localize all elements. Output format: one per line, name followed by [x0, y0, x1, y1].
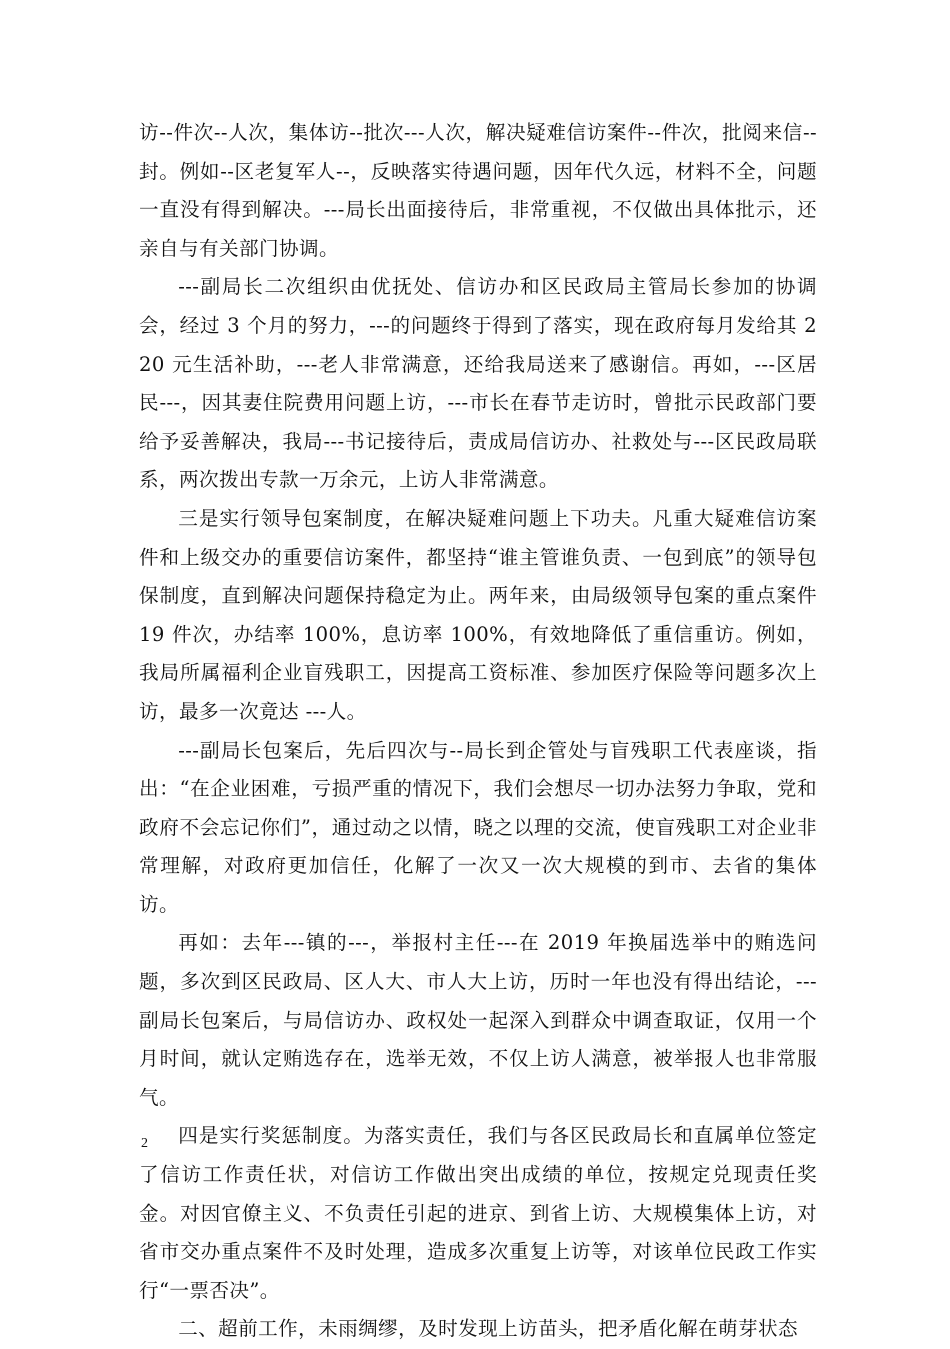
paragraph: 三是实行领导包案制度，在解决疑难问题上下功夫。凡重大疑难信访案件和上级交办的重要信访案件，都坚持“谁主管谁负责、一包到底”的领导包保制度，直到解决问题保持稳定为止。两年来，由局级领导包案的重点案件 19 件次，办结率 100%，息访率 100%，有效地降低了重信重访。例如，我局所属福利企业盲残职工，因提高工资标准、参加医疗保险等问题多次上访，最多一次竟达 ---人。	[139, 506, 817, 723]
document-body	[139, 114, 817, 1349]
paragraph: 四是实行奖惩制度。为落实责任，我们与各区民政局长和直属单位签定了信访工作责任状，对信访工作做出突出成绩的单位，按规定兑现责任奖金。对因官僚主义、不负责任引起的进京、到省上访、大规模集体上访，对省市交办重点案件不及时处理，造成多次重复上访等，对该单位民政工作实行“一票否决”。	[139, 1124, 817, 1302]
paragraph: 再如：去年---镇的---，举报村主任---在 2019 年换届选举中的贿选问题，多次到区民政局、区人大、市人大上访，历时一年也没有得出结论，---副局长包案后，与局信访办、政权处一起深入到群众中调查取证，仅用一个月时间，就认定贿选存在，选举无效，不仅上访人满意，被举报人也非常服气。	[139, 931, 817, 1109]
paragraph: 访--件次--人次，集体访--批次---人次，解决疑难信访案件--件次，批阅来信--封。例如--区老复军人--，反映落实待遇问题，因年代久远，材料不全，问题一直没有得到解决。---局长出面接待后，非常重视，不仅做出具体批示，还亲自与有关部门协调。	[139, 121, 817, 260]
paragraph: ---副局长二次组织由优抚处、信访办和区民政局主管局长参加的协调会，经过 3 个月的努力，---的问题终于得到了落实，现在政府每月发给其 220 元生活补助，---老人非常满意，还给我局送来了感谢信。再如，---区居民---，因其妻住院费用问题上访，---市长在春节走访时，曾批示民政部门要给予妥善解决，我局---书记接待后，责成局信访办、社救处与---区民政局联系，两次拨出专款一万余元，上访人非常满意。	[139, 275, 817, 492]
section-heading: 二、超前工作，未雨绸缪，及时发现上访苗头，把矛盾化解在萌芽状态	[178, 1317, 798, 1341]
page-number: 2	[141, 1136, 148, 1151]
paragraph: ---副局长包案后，先后四次与--局长到企管处与盲残职工代表座谈，指出：“在企业困难，亏损严重的情况下，我们会想尽一切办法努力争取，党和政府不会忘记你们”，通过动之以情，晓之以理的交流，使盲残职工对企业非常理解，对政府更加信任，化解了一次又一次大规模的到市、去省的集体访。	[139, 738, 817, 916]
